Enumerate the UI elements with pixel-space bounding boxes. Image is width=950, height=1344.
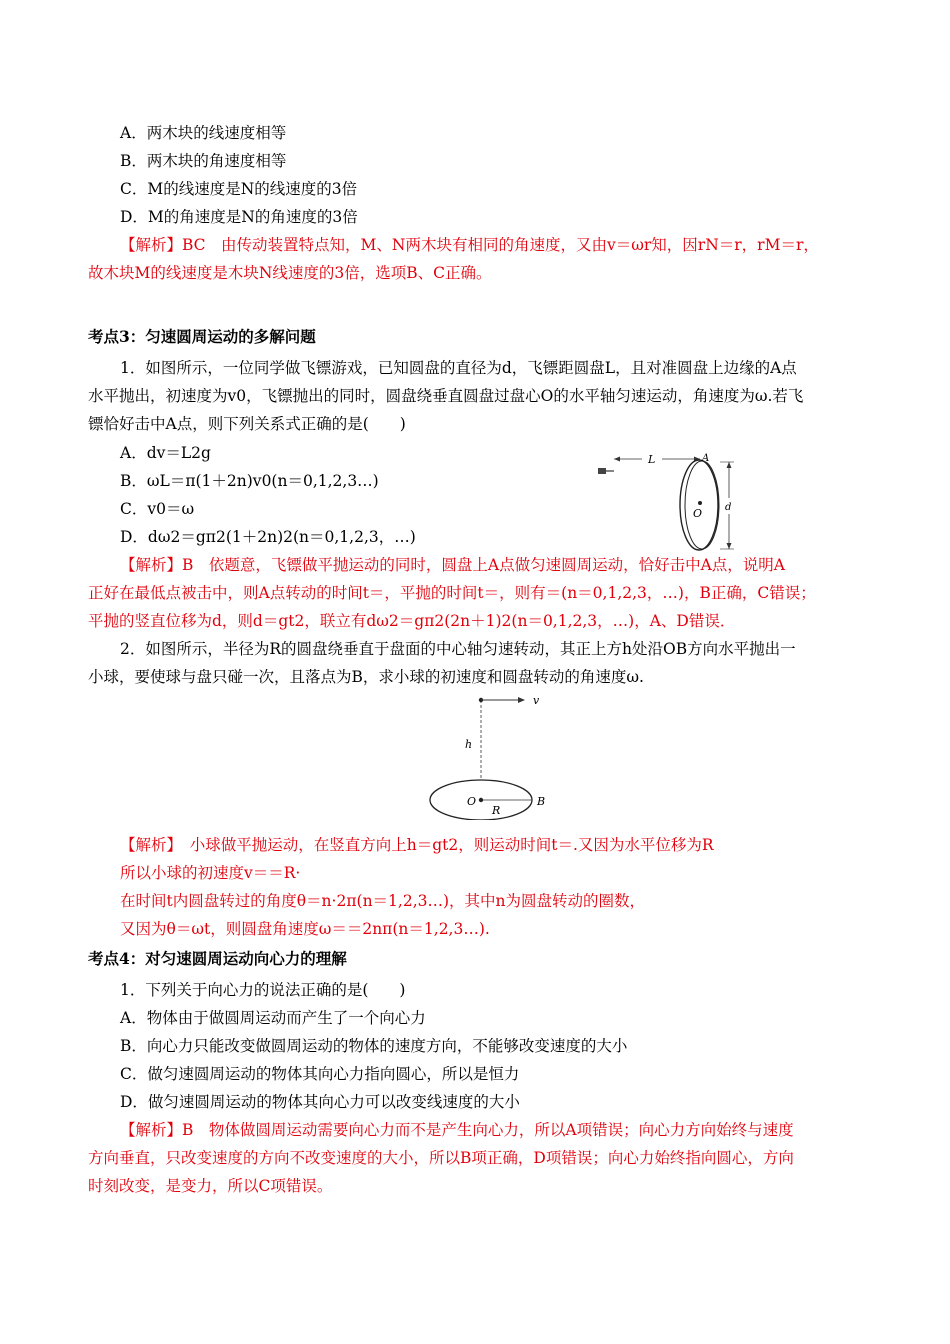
question-stem: 2．如图所示，半径为R的圆盘绕垂直于盘面的中心轴匀速转动，其正上方h处沿OB方向水平抛出一 [120,640,796,658]
analysis-line: 所以小球的初速度v＝＝R· [120,864,301,882]
analysis-line: 正好在最低点被击中，则A点转动的时间t＝，平抛的时间t＝，则有＝(n＝0,1,2,3，…)，B正确，C错误； [88,584,816,602]
question-stem: 1．如图所示，一位同学做飞镖游戏，已知圆盘的直径为d，飞镖距圆盘L，且对准圆盘上边缘的A点 [120,359,797,377]
option-c: C．做匀速圆周运动的物体其向心力指向圆心，所以是恒力 [120,1065,520,1083]
label-A: A [702,453,710,464]
section-heading: 考点4：对匀速圆周运动向心力的理解 [88,949,347,968]
question-stem: 镖恰好击中A点，则下列关系式正确的是( ) [88,415,406,433]
analysis-line: 【解析】BC 由传动装置特点知，M、N两木块有相同的角速度，又由v＝ωr知，因rN＝r，rM＝r， [120,236,819,254]
dart-disc-figure [592,448,752,552]
label-v: v [533,694,540,707]
question-stem: 1．下列关于向心力的说法正确的是( ) [120,981,406,999]
label-h: h [465,738,473,751]
section-heading: 考点3：匀速圆周运动的多解问题 [88,327,316,346]
option-b: B．两木块的角速度相等 [120,152,287,170]
option-d: D．做匀速圆周运动的物体其向心力可以改变线速度的大小 [120,1093,520,1111]
option-c: C．v0＝ω [120,500,195,518]
label-B: B [537,795,546,808]
option-c: C．M的线速度是N的线速度的3倍 [120,180,358,198]
analysis-line: 平抛的竖直位移为d，则d＝gt2，联立有dω2＝gπ2(2n＋1)2(n＝0,1,2,3，…)，A、D错误． [88,612,736,630]
analysis-line: 时刻改变，是变力，所以C项错误。 [88,1177,333,1195]
analysis-line: 【解析】 小球做平抛运动，在竖直方向上h＝gt2，则运动时间t＝.又因为水平位移为R [120,836,714,854]
analysis-line: 方向垂直，只改变速度的方向不改变速度的大小，所以B项正确，D项错误；向心力始终指向圆心，方向 [88,1149,794,1167]
option-b: B．向心力只能改变做圆周运动的物体的速度方向，不能够改变速度的大小 [120,1037,628,1055]
label-O: O [693,507,703,520]
analysis-line: 【解析】B 依题意，飞镖做平抛运动的同时，圆盘上A点做匀速圆周运动，恰好击中A点，说明A [120,556,785,574]
label-R: R [492,804,501,817]
label-O: O [467,795,477,808]
option-a: A．dv＝L2g [120,444,211,462]
label-d: d [725,502,732,513]
dart-icon [598,468,614,474]
analysis-line: 故木块M的线速度是木块N线速度的3倍，选项B、C正确。 [88,264,492,282]
option-a: A．两木块的线速度相等 [120,124,287,142]
question-stem: 小球，要使球与盘只碰一次，且落点为B，求小球的初速度和圆盘转动的角速度ω. [88,668,644,686]
disc-ball-figure [425,690,565,820]
option-d: D．dω2＝gπ2(1＋2n)2(n＝0,1,2,3，…) [120,528,416,546]
option-b: B．ωL＝π(1＋2n)v0(n＝0,1,2,3…) [120,472,379,490]
analysis-line: 【解析】B 物体做圆周运动需要向心力而不是产生向心力，所以A项错误；向心力方向始终与速度 [120,1121,794,1139]
analysis-line: 又因为θ＝ωt，则圆盘角速度ω＝＝2nπ(n＝1,2,3…). [120,920,490,938]
option-a: A．物体由于做圆周运动而产生了一个向心力 [120,1009,426,1027]
label-L: L [648,453,656,466]
option-d: D．M的角速度是N的角速度的3倍 [120,208,358,226]
analysis-line: 在时间t内圆盘转过的角度θ＝n·2π(n＝1,2,3…)，其中n为圆盘转动的圈数， [120,892,646,910]
question-stem: 水平抛出，初速度为v0，飞镖抛出的同时，圆盘绕垂直圆盘过盘心O的水平轴匀速运动，角速度为ω.若飞 [88,387,804,405]
